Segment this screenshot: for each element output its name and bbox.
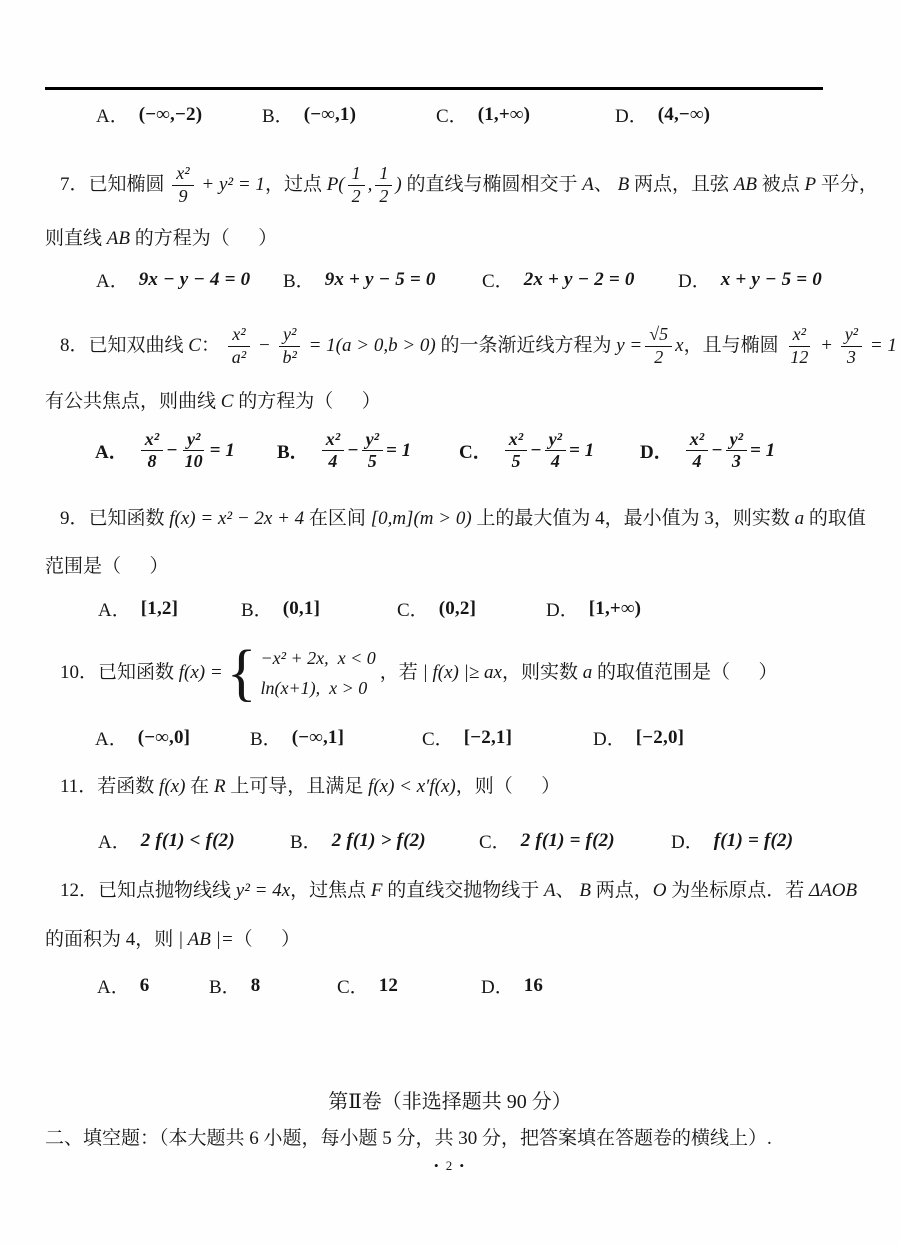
page-number: • 2 • bbox=[433, 1158, 467, 1173]
question-text: 两点， bbox=[591, 880, 653, 901]
option-label: D． bbox=[615, 106, 648, 127]
math-text: f(x) < x′f(x) bbox=[368, 776, 456, 797]
fraction bbox=[181, 430, 207, 472]
math-text: AB bbox=[106, 228, 130, 249]
option-label: A． bbox=[95, 729, 128, 750]
question-text: 上的最大值为 4，最小值为 3，则实数 bbox=[471, 508, 795, 529]
option-label: B． bbox=[283, 271, 315, 292]
fraction bbox=[686, 430, 708, 472]
fraction-denominator: 4 bbox=[692, 451, 702, 472]
question-text: 范围是（ ） bbox=[45, 556, 169, 577]
question-text: 的直线交抛物线于 bbox=[382, 880, 545, 901]
math-text: R bbox=[213, 776, 226, 797]
math-text: f(x) = bbox=[178, 662, 223, 684]
q6-option-c bbox=[436, 101, 530, 128]
q8-options-row bbox=[0, 430, 900, 490]
fraction-numerator: √5 bbox=[645, 325, 672, 346]
fraction-numerator: y² bbox=[841, 325, 862, 346]
option-label: D． bbox=[678, 271, 711, 292]
option-value: 2 f(1) < f(2) bbox=[140, 829, 235, 851]
fraction bbox=[786, 325, 812, 367]
option-value: (1,+∞) bbox=[477, 103, 531, 125]
math-text: ΔAOB bbox=[809, 880, 858, 901]
q8-option-b bbox=[277, 430, 411, 472]
math-text: = 1 bbox=[386, 439, 412, 461]
option-value: 16 bbox=[523, 974, 544, 996]
q6-option-d bbox=[615, 101, 710, 128]
math-text: | f(x) |≥ ax bbox=[422, 662, 502, 684]
math-text: + y² = 1 bbox=[196, 174, 265, 196]
math-operator: − bbox=[166, 439, 178, 461]
math-text: a bbox=[794, 508, 805, 529]
option-label: A． bbox=[96, 106, 129, 127]
question-text: 、 bbox=[555, 880, 580, 901]
fraction-numerator: x² bbox=[686, 430, 708, 451]
math-text: y² = 4x bbox=[235, 880, 291, 901]
math-text: C bbox=[220, 391, 234, 412]
question-10-line-1 bbox=[60, 638, 778, 708]
fraction-numerator: 1 bbox=[348, 164, 365, 185]
math-text: C bbox=[188, 335, 201, 357]
question-11-line-1 bbox=[60, 775, 560, 799]
option-label: B． bbox=[209, 977, 241, 998]
q8-option-c bbox=[459, 430, 594, 472]
q10-option-c bbox=[422, 724, 512, 751]
q12-option-c bbox=[337, 972, 398, 999]
option-value: [−2,1] bbox=[463, 726, 513, 748]
fraction-numerator: 1 bbox=[375, 164, 392, 185]
option-value: 9x − y − 4 = 0 bbox=[138, 268, 251, 290]
option-value: (−∞,−2) bbox=[138, 103, 203, 125]
option-label: C． bbox=[479, 832, 511, 853]
fraction-denominator: 9 bbox=[178, 185, 188, 206]
fraction bbox=[545, 430, 566, 472]
fraction-denominator: 4 bbox=[550, 451, 560, 472]
fraction-denominator: 2 bbox=[654, 346, 664, 367]
q9-option-c bbox=[397, 595, 476, 622]
fraction bbox=[362, 430, 383, 472]
fraction bbox=[322, 430, 344, 472]
fraction bbox=[726, 430, 747, 472]
fraction-denominator: 5 bbox=[367, 451, 377, 472]
question-8-line-1 bbox=[60, 312, 897, 380]
fraction-numerator: x² bbox=[505, 430, 527, 451]
fraction-numerator: y² bbox=[279, 325, 300, 346]
option-label: C． bbox=[459, 442, 492, 464]
q10-option-d bbox=[593, 724, 684, 751]
option-label: B． bbox=[250, 729, 282, 750]
piecewise-cases bbox=[260, 647, 375, 700]
option-label: C． bbox=[397, 600, 429, 621]
math-text: B bbox=[579, 880, 592, 901]
question-text: 8．已知双曲线 bbox=[60, 335, 189, 357]
fraction-denominator: 8 bbox=[147, 451, 157, 472]
math-text: | AB |= bbox=[178, 929, 234, 950]
math-text: = 1 bbox=[569, 439, 595, 461]
section-2-title: 第Ⅱ卷（非选择题共 90 分） bbox=[328, 1091, 572, 1113]
fraction-numerator: x² bbox=[172, 164, 193, 185]
question-text: ，若 bbox=[379, 662, 423, 684]
header-rule bbox=[45, 87, 823, 90]
option-value: (0,1] bbox=[282, 597, 321, 619]
piecewise-case-2: ln(x+1), x > 0 bbox=[260, 678, 368, 698]
fraction-denominator: 4 bbox=[328, 451, 338, 472]
fraction bbox=[348, 164, 365, 206]
math-operator: − bbox=[530, 439, 542, 461]
question-text: 11．若函数 bbox=[60, 776, 160, 797]
math-text: O bbox=[652, 880, 667, 901]
fraction-numerator: y² bbox=[183, 430, 204, 451]
option-label: A． bbox=[95, 442, 128, 464]
question-text: 7．已知椭圆 bbox=[60, 174, 170, 196]
fraction bbox=[375, 164, 392, 206]
fraction bbox=[278, 325, 300, 367]
q7-option-d bbox=[678, 266, 822, 293]
math-text: = 1 bbox=[209, 439, 235, 461]
question-text: ，过点 bbox=[264, 174, 327, 196]
math-text: − bbox=[253, 335, 276, 357]
option-label: A． bbox=[98, 600, 131, 621]
q6-option-b bbox=[262, 101, 356, 128]
question-text: 的一条渐近线方程为 bbox=[435, 335, 617, 357]
option-value: 9x + y − 5 = 0 bbox=[324, 268, 436, 290]
fraction bbox=[141, 430, 163, 472]
fraction-denominator: 2 bbox=[351, 185, 361, 206]
math-text: a bbox=[582, 662, 593, 684]
fraction-numerator: y² bbox=[362, 430, 383, 451]
fill-in-section-header bbox=[45, 1127, 772, 1151]
option-value: [−2,0] bbox=[635, 726, 685, 748]
q8-option-a bbox=[95, 430, 235, 472]
question-text: 为坐标原点．若 bbox=[666, 880, 810, 901]
question-text: ： bbox=[200, 335, 225, 357]
question-text: 的方程为（ ） bbox=[233, 391, 381, 412]
option-label: D． bbox=[546, 600, 579, 621]
option-label: B． bbox=[262, 106, 294, 127]
q9-option-d bbox=[546, 595, 641, 622]
q12-option-a bbox=[97, 972, 149, 999]
fraction bbox=[228, 325, 250, 367]
question-9-line-1 bbox=[60, 507, 866, 531]
math-text: A bbox=[544, 880, 556, 901]
question-text: 在 bbox=[185, 776, 214, 797]
question-text: 12．已知点抛物线线 bbox=[60, 880, 236, 901]
option-value: (4,−∞) bbox=[657, 103, 711, 125]
option-value: (0,2] bbox=[438, 597, 477, 619]
math-text: AB bbox=[733, 174, 757, 196]
question-text: 9．已知函数 bbox=[60, 508, 170, 529]
question-12-line-1 bbox=[60, 879, 857, 903]
fraction-denominator: a² bbox=[231, 346, 247, 367]
option-label: C． bbox=[337, 977, 369, 998]
question-text: ，过焦点 bbox=[290, 880, 371, 901]
math-text: B bbox=[617, 174, 630, 196]
piecewise-case-1: −x² + 2x, x < 0 bbox=[260, 647, 376, 668]
question-text: 则直线 bbox=[45, 228, 107, 249]
option-value: 2 f(1) > f(2) bbox=[331, 829, 426, 851]
q10-option-a bbox=[95, 724, 190, 751]
q6-option-a bbox=[96, 101, 202, 128]
option-value: 2x + y − 2 = 0 bbox=[523, 268, 635, 290]
q9-option-a bbox=[98, 595, 178, 622]
question-text: 的直线与椭圆相交于 bbox=[401, 174, 583, 196]
q7-options-row bbox=[0, 266, 900, 300]
option-value: (−∞,0] bbox=[137, 726, 191, 748]
q10-options-row bbox=[0, 724, 900, 758]
option-label: A． bbox=[96, 271, 129, 292]
option-value: [1,2] bbox=[140, 597, 179, 619]
option-value: 6 bbox=[139, 974, 150, 996]
q12-option-b bbox=[209, 972, 260, 999]
q11-option-d bbox=[671, 827, 793, 854]
fraction-numerator: y² bbox=[545, 430, 566, 451]
option-value: x + y − 5 = 0 bbox=[720, 268, 822, 290]
option-label: C． bbox=[436, 106, 468, 127]
math-text: ) bbox=[395, 174, 402, 196]
option-label: D． bbox=[671, 832, 704, 853]
fraction-numerator: y² bbox=[726, 430, 747, 451]
question-text: 10．已知函数 bbox=[60, 662, 179, 684]
math-text: [0,m](m > 0) bbox=[370, 508, 472, 529]
section-text: 二、填空题：（本大题共 6 小题，每小题 5 分，共 30 分，把答案填在答题卷的横线上）. bbox=[45, 1128, 772, 1149]
fraction-denominator: b² bbox=[282, 346, 297, 367]
q11-option-c bbox=[479, 827, 615, 854]
question-text: ，则实数 bbox=[501, 662, 583, 684]
question-text: （ ） bbox=[233, 929, 301, 950]
question-text: 、 bbox=[593, 174, 618, 196]
brace-icon: { bbox=[226, 637, 257, 708]
q11-option-a bbox=[98, 827, 235, 854]
option-value: 2 f(1) = f(2) bbox=[520, 829, 615, 851]
q6-options-row bbox=[0, 101, 900, 135]
fraction bbox=[505, 430, 527, 472]
option-value: (−∞,1] bbox=[291, 726, 345, 748]
math-text: + bbox=[815, 335, 838, 357]
fraction-numerator: x² bbox=[789, 325, 810, 346]
math-text: f(x) bbox=[159, 776, 186, 797]
fraction-denominator: 2 bbox=[379, 185, 389, 206]
option-label: C． bbox=[482, 271, 514, 292]
question-text: 被点 bbox=[756, 174, 805, 196]
option-label: D． bbox=[593, 729, 626, 750]
fraction bbox=[172, 164, 193, 206]
math-operator: − bbox=[711, 439, 723, 461]
question-text: 的方程为（ ） bbox=[129, 228, 278, 249]
math-text: F bbox=[370, 880, 383, 901]
q12-option-d bbox=[481, 972, 543, 999]
option-label: B． bbox=[241, 600, 273, 621]
option-label: D． bbox=[640, 442, 673, 464]
fraction-numerator: x² bbox=[141, 430, 163, 451]
question-9-line-2 bbox=[45, 555, 169, 579]
q12-options-row bbox=[0, 972, 900, 1006]
question-text: 两点，且弦 bbox=[629, 174, 734, 196]
option-label: A． bbox=[97, 977, 130, 998]
fraction bbox=[841, 325, 862, 367]
math-text: y = bbox=[616, 335, 643, 357]
q10-option-b bbox=[250, 724, 344, 751]
math-text: A bbox=[582, 174, 594, 196]
math-text: P bbox=[804, 174, 817, 196]
question-text: 的面积为 4，则 bbox=[45, 929, 179, 950]
option-label: A． bbox=[98, 832, 131, 853]
option-label: B． bbox=[277, 442, 309, 464]
option-value: [1,+∞) bbox=[588, 597, 642, 619]
fraction-denominator: 3 bbox=[731, 451, 741, 472]
option-value: f(1) = f(2) bbox=[713, 829, 794, 851]
fraction-denominator: 3 bbox=[846, 346, 856, 367]
q9-option-b bbox=[241, 595, 320, 622]
option-label: C． bbox=[422, 729, 454, 750]
q7-option-a bbox=[96, 266, 250, 293]
q8-option-d bbox=[640, 430, 775, 472]
question-text: 有公共焦点，则曲线 bbox=[45, 391, 221, 412]
option-label: B． bbox=[290, 832, 322, 853]
option-value: 8 bbox=[250, 974, 261, 996]
fraction-denominator: 10 bbox=[184, 451, 203, 472]
question-text: 在区间 bbox=[304, 508, 371, 529]
option-value: (−∞,1) bbox=[303, 103, 357, 125]
math-text: = 1 bbox=[750, 439, 776, 461]
question-text: ，且与椭圆 bbox=[683, 335, 784, 357]
fraction-denominator: 12 bbox=[790, 346, 809, 367]
math-text: x bbox=[675, 335, 684, 357]
question-text: ，则（ ） bbox=[455, 776, 561, 797]
option-label: D． bbox=[481, 977, 514, 998]
q7-option-c bbox=[482, 266, 635, 293]
q11-option-b bbox=[290, 827, 426, 854]
math-text: = 1(a > 0,b > 0) bbox=[303, 335, 436, 357]
question-8-line-2 bbox=[45, 390, 381, 414]
question-text: 上可导，且满足 bbox=[225, 776, 369, 797]
fraction-numerator: x² bbox=[322, 430, 344, 451]
piecewise-function bbox=[226, 637, 376, 708]
math-operator: − bbox=[347, 439, 359, 461]
q9-options-row bbox=[0, 595, 900, 629]
question-text: 平分， bbox=[816, 174, 878, 196]
math-text: P( bbox=[326, 174, 345, 196]
option-value: 12 bbox=[378, 974, 399, 996]
question-text: 的取值范围是（ ） bbox=[592, 662, 778, 684]
fraction-sqrt5-over-2 bbox=[645, 325, 672, 367]
math-text: f(x) = x² − 2x + 4 bbox=[169, 508, 305, 529]
question-text: 的取值 bbox=[804, 508, 866, 529]
question-12-line-2 bbox=[45, 928, 300, 952]
question-7-line-2 bbox=[45, 227, 277, 251]
q7-option-b bbox=[283, 266, 436, 293]
math-text: , bbox=[367, 174, 373, 196]
fraction-denominator: 5 bbox=[511, 451, 521, 472]
question-7-line-1 bbox=[60, 152, 878, 218]
fraction-numerator: x² bbox=[228, 325, 249, 346]
math-text: = 1 bbox=[865, 335, 897, 357]
q11-options-row bbox=[0, 827, 900, 861]
